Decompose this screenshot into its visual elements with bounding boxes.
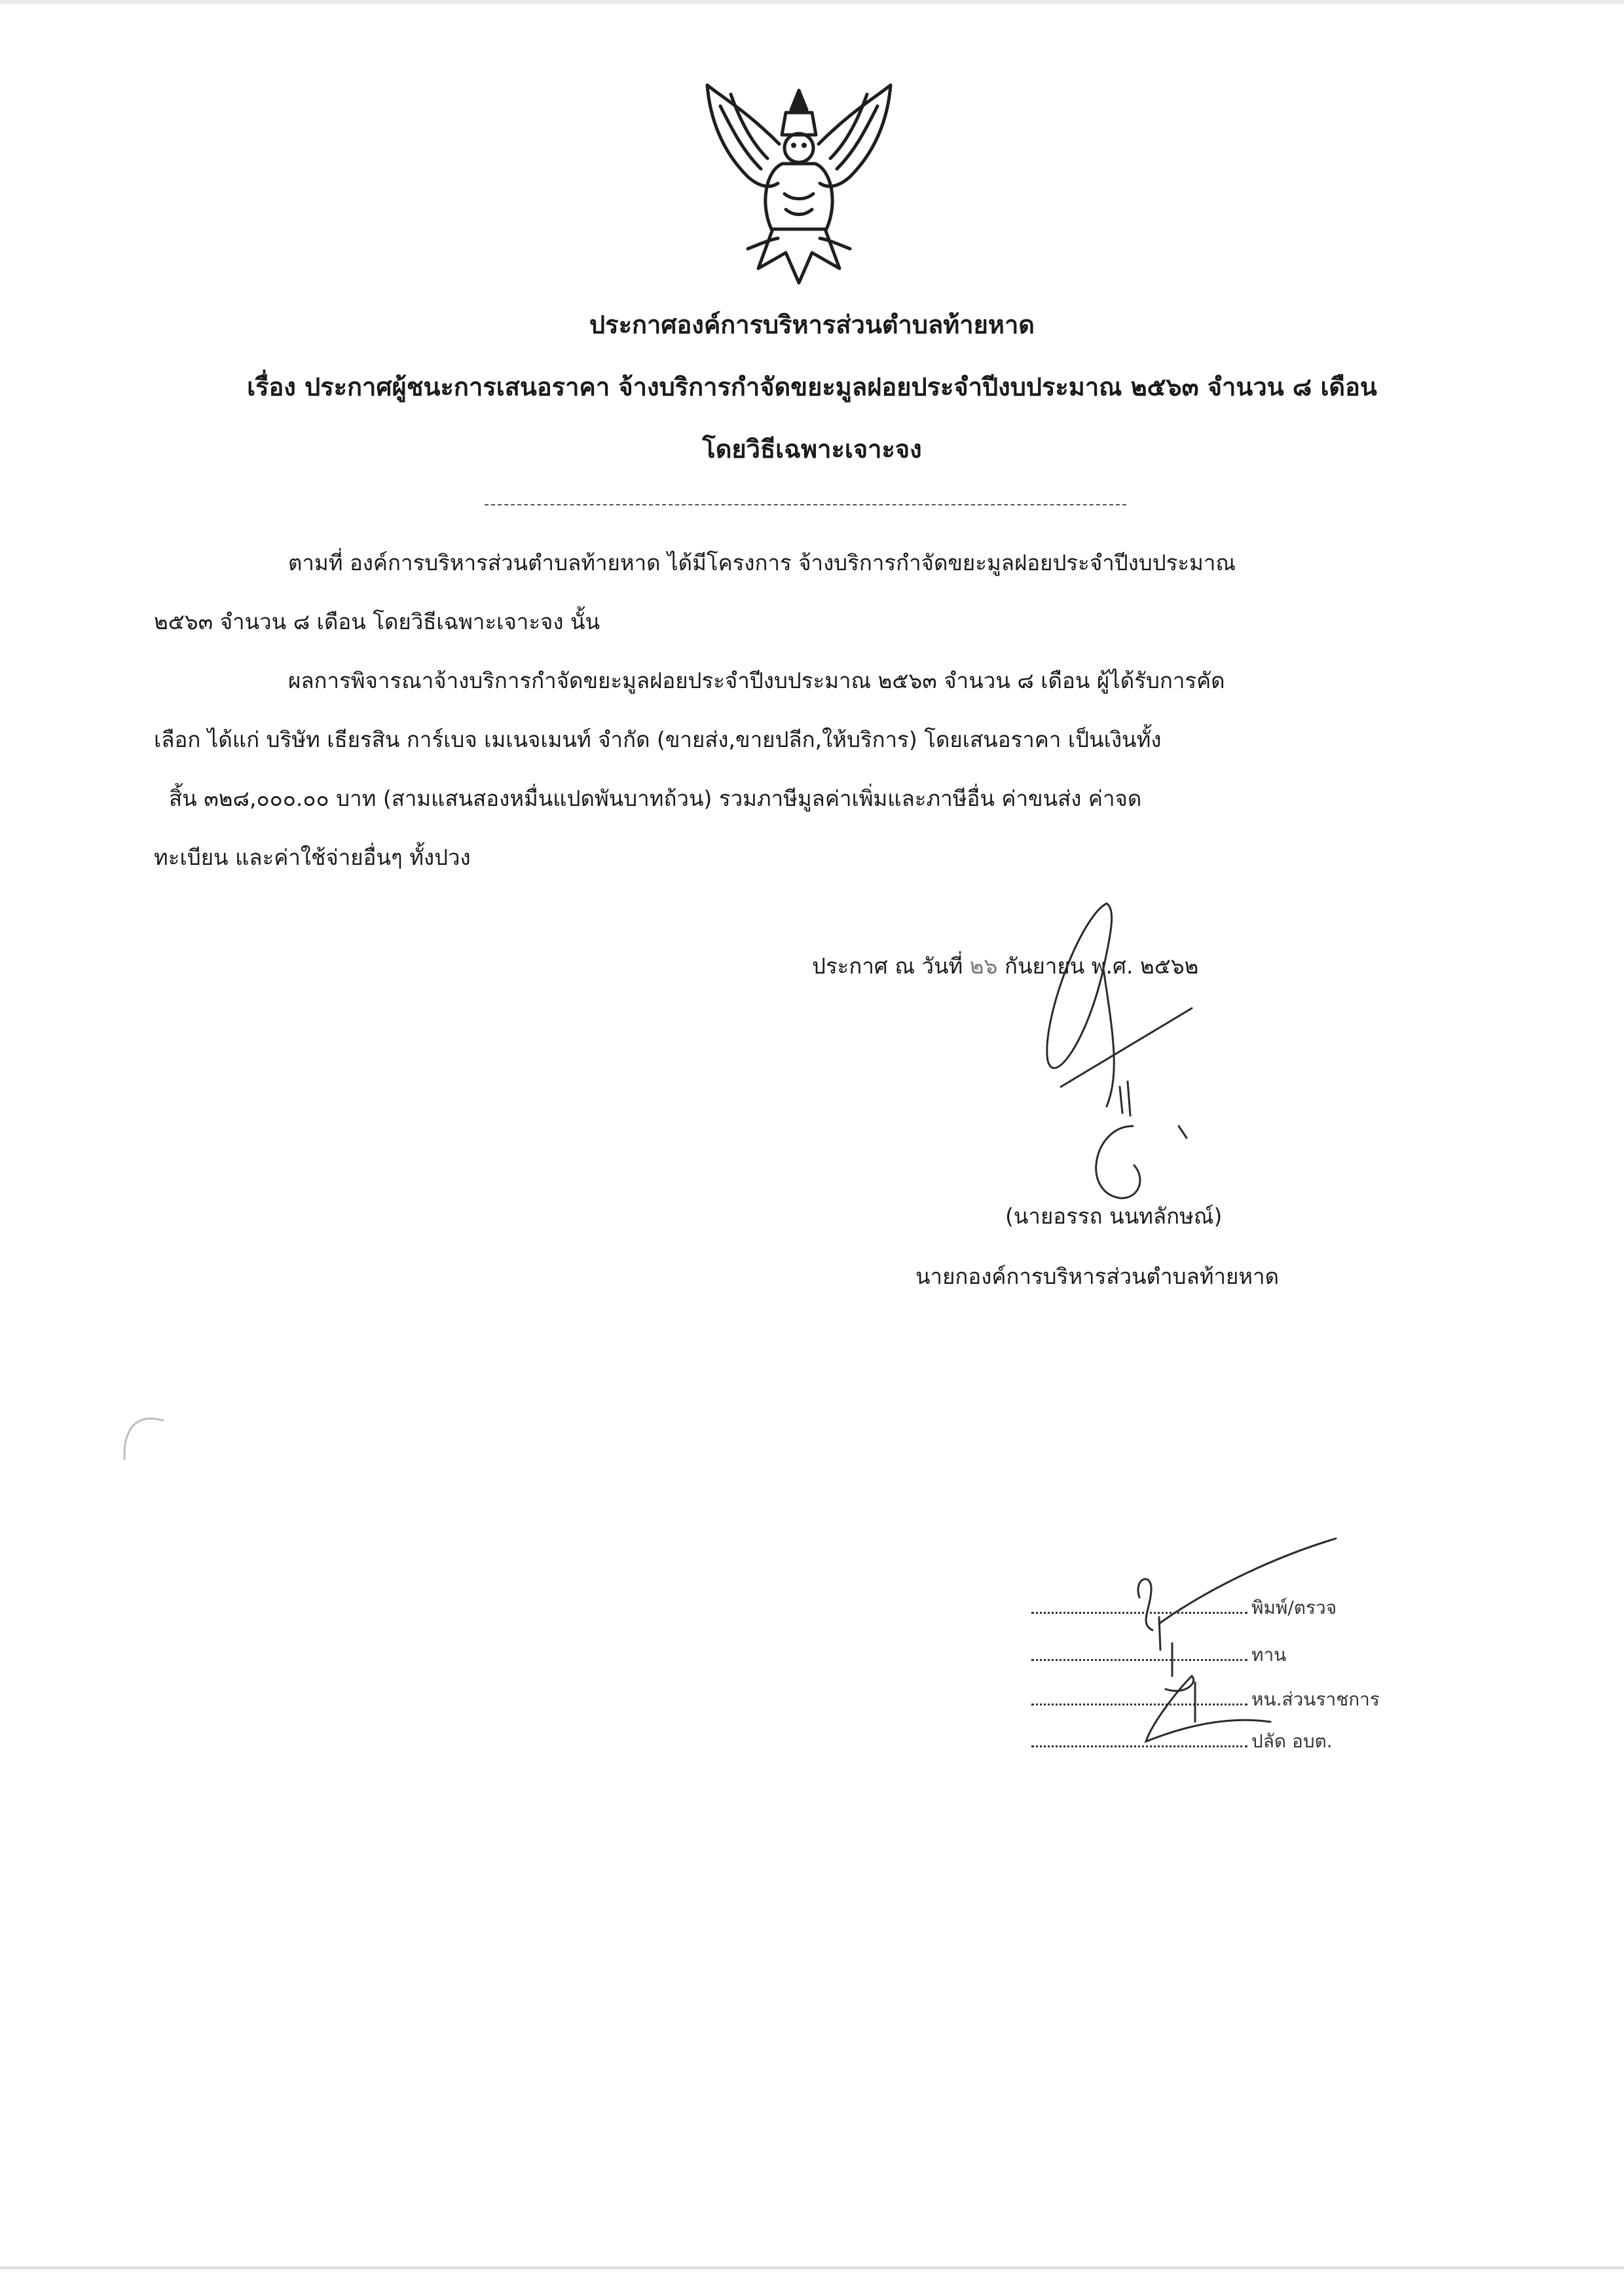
check-label: หน.ส่วนราชการ xyxy=(1251,1688,1380,1710)
paragraph-2-line-2: เลือก ได้แก่ บริษัท เธียรสิน การ์เบจ เมเนจเมนท์ จำกัด (ขายส่ง,ขายปลีก,ให้บริการ) โดยเสนอราคา เป็นเงินทั้ง xyxy=(154,727,1162,752)
announcement-subject-line-1: เรื่อง ประกาศผู้ชนะการเสนอราคา จ้างบริการกำจัดขยะมูลฝอยประจำปีงบประมาณ ๒๕๖๓ จำนวน ๘ เดือน xyxy=(247,373,1377,401)
signatory-position: นายกองค์การบริหารส่วนตำบลท้ายหาด xyxy=(915,1264,1280,1289)
margin-mark xyxy=(118,1408,170,1467)
paragraph-2-line-1: ผลการพิจารณาจ้างบริการกำจัดขยะมูลฝอยประจำปีงบประมาณ ๒๕๖๓ จำนวน ๘ เดือน ผู้ได้รับการคัด xyxy=(288,668,1225,693)
date-day: ๒๖ xyxy=(969,953,998,979)
paragraph-2-line-4: ทะเบียน และค่าใช้จ่ายอื่นๆ ทั้งปวง xyxy=(154,845,471,870)
paragraph-1-line-2: ๒๕๖๓ จำนวน ๘ เดือน โดยวิธีเฉพาะเจาะจง นั้น xyxy=(154,609,600,634)
initials-signature xyxy=(1074,1525,1375,1774)
paragraph-1-line-1: ตามที่ องค์การบริหารส่วนตำบลท้ายหาด ได้มีโครงการ จ้างบริการกำจัดขยะมูลฝอยประจำปีงบประมาณ xyxy=(288,550,1236,575)
handwritten-signature xyxy=(982,890,1257,1218)
check-label: ทาน xyxy=(1251,1644,1287,1666)
paragraph-2-line-3: สิ้น ๓๒๘,๐๐๐.๐๐ บาท (สามแสนสองหมื่นแปดพันบาทถ้วน) รวมภาษีมูลค่าเพิ่มและภาษีอื่น ค่าขนส่ง ค่าจด xyxy=(169,786,1142,811)
scan-top-edge xyxy=(0,0,1624,4)
announcement-title: ประกาศองค์การบริหารส่วนตำบลท้ายหาด xyxy=(589,310,1035,339)
announcement-subject-line-2: โดยวิธีเฉพาะเจาะจง xyxy=(702,435,922,464)
date-prefix: ประกาศ ณ วันที่ xyxy=(812,953,963,979)
garuda-emblem-icon xyxy=(688,72,910,295)
check-label: ปลัด อบต. xyxy=(1251,1730,1333,1752)
scan-bottom-edge xyxy=(0,2267,1624,2269)
date-month-year: กันยายน พ.ศ. ๒๕๖๒ xyxy=(1005,953,1199,979)
check-label: พิมพ์/ตรวจ xyxy=(1251,1597,1337,1618)
signatory-name: (นายอรรถ นนทลักษณ์) xyxy=(1005,1203,1223,1229)
title-separator xyxy=(485,504,1126,505)
